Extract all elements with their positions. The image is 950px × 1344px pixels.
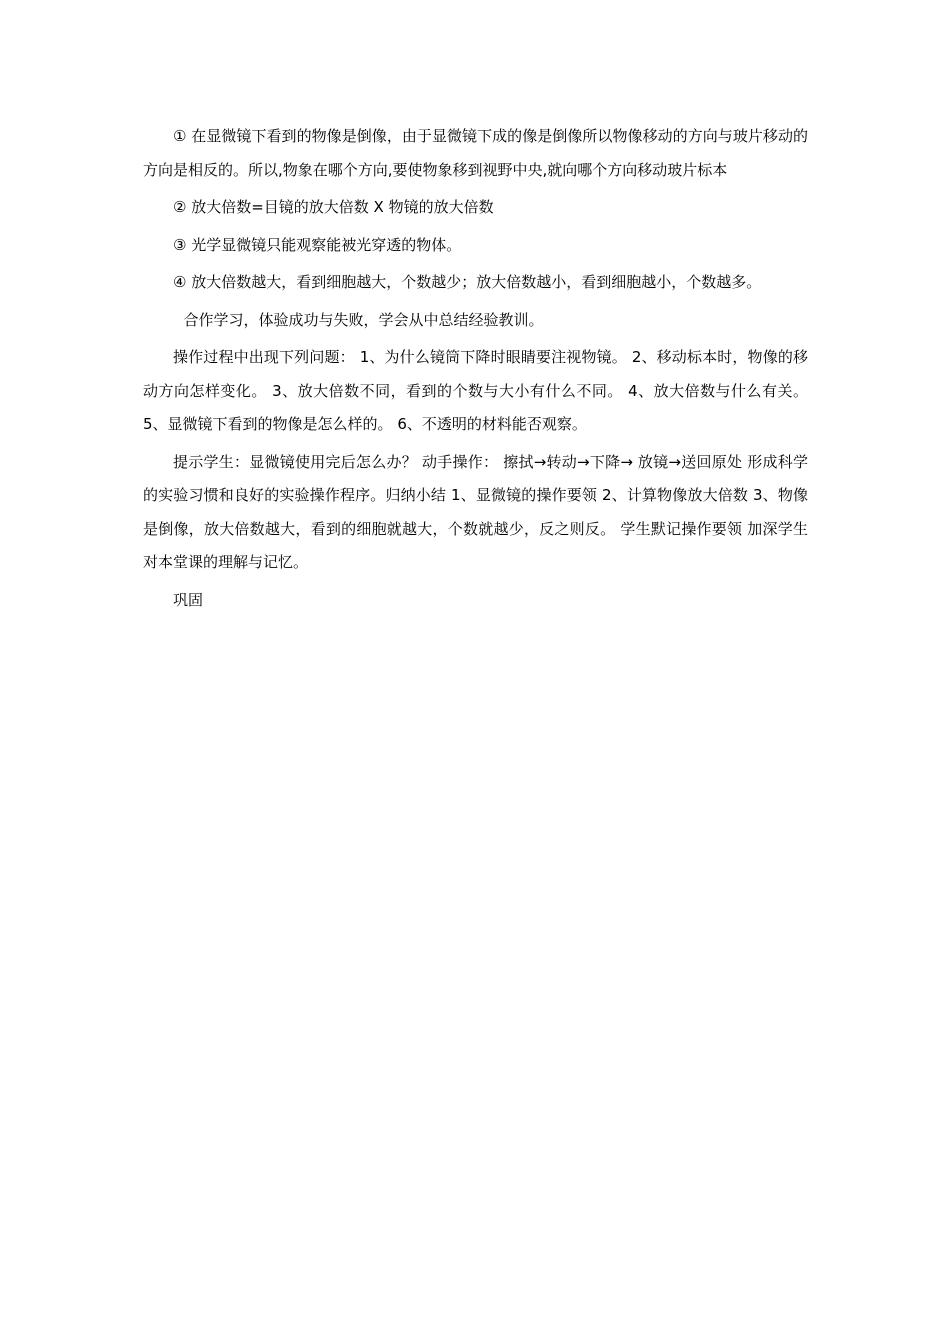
paragraph-prompt-summary: 提示学生：显微镜使用完后怎么办？ 动手操作： 擦拭→转动→下降→ 放镜→送回原处 形成科学的实验习惯和良好的实验操作程序。归纳小结 1、显微镜的操作要领 2、计算物像放大倍数 3、物像是倒像，放大倍数越大，看到的细胞就越大，个数就越少，反之则反。 学生默记操作要领 加深学生对本堂课的理解与记忆。 bbox=[143, 452, 808, 571]
paragraph-consolidation: 巩固 bbox=[173, 590, 204, 609]
paragraph-light-microscope: ③ 光学显微镜只能观察能被光穿透的物体。 bbox=[173, 235, 462, 254]
paragraph-inverted-image: ① 在显微镜下看到的物像是倒像，由于显微镜下成的像是倒像所以物像移动的方向与玻片移动的方向是相反的。所以,物象在哪个方向,要使物象移到视野中央,就向哪个方向移动玻片标本 bbox=[143, 127, 808, 179]
document-body bbox=[143, 120, 808, 621]
paragraph-cooperative-learning: 合作学习，体验成功与失败，学会从中总结经验教训。 bbox=[183, 310, 544, 329]
paragraph-operation-questions: 操作过程中出现下列问题： 1、为什么镜筒下降时眼睛要注视物镜。 2、移动标本时，物像的移动方向怎样变化。 3、放大倍数不同，看到的个数与大小有什么不同。 4、放大倍数与什么有关。 5、显微镜下看到的物像是怎么样的。 6、不透明的材料能否观察。 bbox=[143, 348, 808, 433]
paragraph-magnification-formula: ② 放大倍数=目镜的放大倍数 X 物镜的放大倍数 bbox=[173, 198, 494, 216]
paragraph-magnification-effect: ④ 放大倍数越大，看到细胞越大，个数越少；放大倍数越小，看到细胞越小，个数越多。 bbox=[173, 273, 762, 291]
